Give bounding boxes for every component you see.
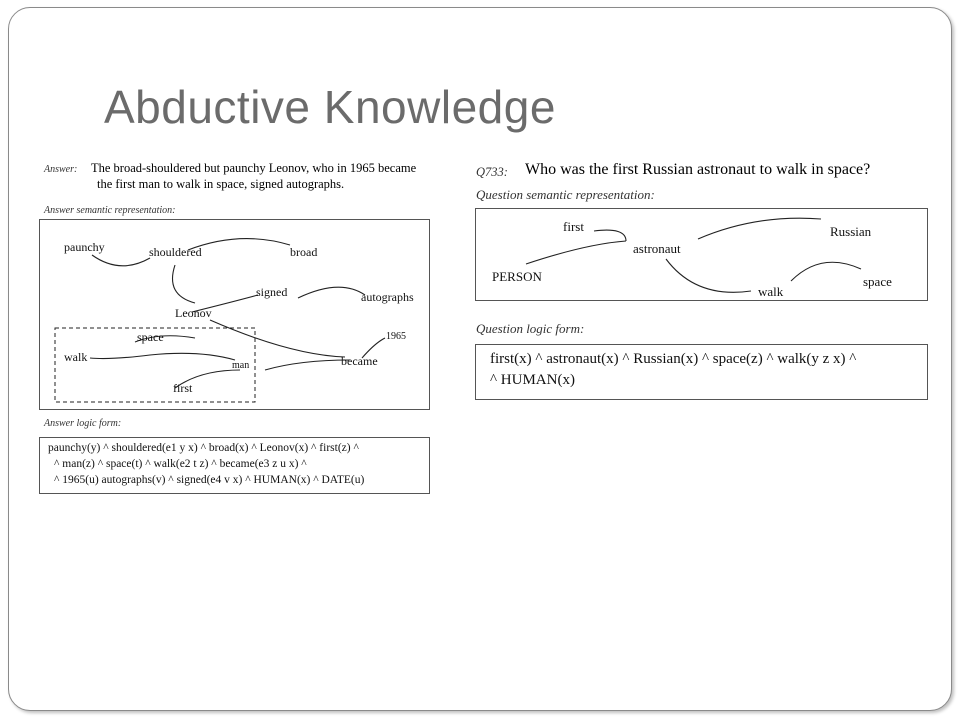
question-logic-label: Question logic form: <box>476 321 585 336</box>
q-node-space: space <box>863 274 892 289</box>
answer-text-line2: the first man to walk in space, signed autographs. <box>97 177 345 191</box>
edge-walk-space <box>791 262 861 281</box>
edge-man-became <box>265 360 350 370</box>
node-space: space <box>137 330 164 344</box>
edge-paunchy-shouldered <box>92 255 150 266</box>
question-logic-box <box>475 344 928 400</box>
node-became: became <box>341 354 378 368</box>
answer-text-line1: The broad-shouldered but paunchy Leonov, who in 1965 became <box>91 161 417 175</box>
question-text: Who was the first Russian astronaut to walk in space? <box>525 161 871 178</box>
edge-shouldered-broad <box>188 239 290 250</box>
q-node-russian: Russian <box>830 224 872 239</box>
edge-astronaut-russian <box>698 218 821 239</box>
question-id-label: Q733: <box>476 165 508 179</box>
answer-logic-line1: paunchy(y) ^ shouldered(e1 y x) ^ broad(x) ^ Leonov(x) ^ first(z) ^ <box>48 442 359 454</box>
node-man: man <box>232 360 250 371</box>
node-signed: signed <box>256 285 288 299</box>
q-node-walk: walk <box>758 284 784 299</box>
node-leonov: Leonov <box>175 306 212 320</box>
answer-logic-label: Answer logic form: <box>44 418 122 429</box>
answer-logic-line2: ^ man(z) ^ space(t) ^ walk(e2 t z) ^ became(e3 z u x) ^ <box>54 458 307 470</box>
edge-leonov-became <box>210 320 345 357</box>
answer-logic-line3: ^ 1965(u) autographs(v) ^ signed(e4 v x) ^ HUMAN(x) ^ DATE(u) <box>54 474 365 486</box>
edge-person-astronaut <box>526 241 626 264</box>
question-semantic-graph <box>475 208 928 301</box>
edge-walk-man <box>90 353 235 360</box>
node-first: first <box>173 381 193 395</box>
edge-signed-autographs <box>298 287 365 298</box>
answer-semantic-graph <box>39 219 430 410</box>
question-graph-edges <box>476 209 929 302</box>
slide-title: Abductive Knowledge <box>104 81 556 133</box>
answer-semantic-label: Answer semantic representation: <box>44 205 176 216</box>
question-logic-line1: first(x) ^ astronaut(x) ^ Russian(x) ^ space(z) ^ walk(y z x) ^ <box>490 351 857 367</box>
node-autographs: autographs <box>361 290 414 304</box>
node-walk: walk <box>64 350 88 364</box>
q-node-astronaut: astronaut <box>633 241 681 256</box>
q-node-person: PERSON <box>492 269 542 284</box>
node-broad: broad <box>290 245 318 259</box>
question-logic-line2: ^ HUMAN(x) <box>490 372 575 388</box>
node-1965: 1965 <box>386 331 406 342</box>
question-semantic-label: Question semantic representation: <box>476 187 655 202</box>
edge-shouldered-leonov <box>173 265 196 303</box>
node-paunchy: paunchy <box>64 240 105 254</box>
edge-first-astronaut <box>594 230 626 241</box>
node-shouldered: shouldered <box>149 245 202 259</box>
q-node-first: first <box>563 219 584 234</box>
edge-astronaut-walk <box>666 259 751 292</box>
answer-logic-box <box>39 437 430 494</box>
answer-label: Answer: <box>44 164 78 175</box>
